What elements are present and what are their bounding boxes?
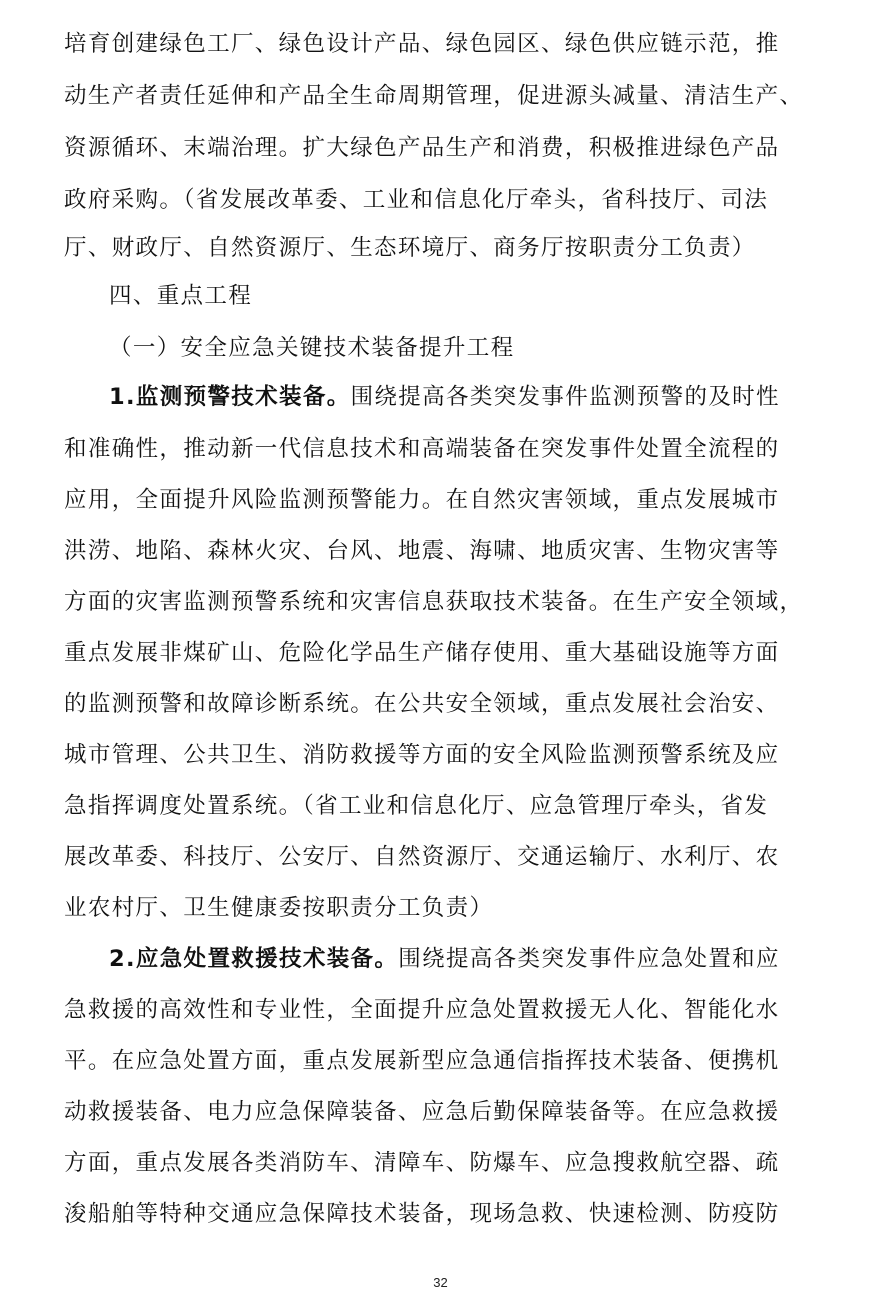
text-line: 应用，全面提升风险监测预警能力。在自然灾害领域，重点发展城市 (64, 487, 780, 513)
text-line-rest: 围绕提高各类突发事件监测预警的及时性 (350, 384, 780, 410)
text-line: 资源循环、末端治理。扩大绿色产品生产和消费，积极推进绿色产品 (64, 135, 780, 161)
text-line: 浚船舶等特种交通应急保障技术装备，现场急救、快速检测、防疫防 (64, 1201, 780, 1227)
text-line: 洪涝、地陷、森林火灾、台风、地震、海啸、地质灾害、生物灾害等 (64, 538, 780, 564)
subsection-heading: （一）安全应急关键技术装备提升工程 (109, 335, 515, 361)
text-line: 急救援的高效性和专业性，全面提升应急处置救援无人化、智能化水 (64, 997, 780, 1023)
paragraph-first-line (64, 371, 861, 423)
item-heading: 2.应急处置救援技术装备。 (109, 946, 399, 972)
page-number: 32 (433, 1275, 448, 1290)
text-line: 展改革委、科技厅、公安厅、自然资源厅、交通运输厅、水利厅、农 (64, 844, 780, 870)
text-line: 急指挥调度处置系统。（省工业和信息化厅、应急管理厅牵头，省发 (64, 793, 769, 819)
text-line: 重点发展非煤矿山、危险化学品生产储存使用、重大基础设施等方面 (64, 640, 780, 666)
paragraph-first-line (64, 933, 861, 985)
item-heading: 1.监测预警技术装备。 (109, 384, 351, 410)
text-line: 动生产者责任延伸和产品全生命周期管理，促进源头减量、清洁生产、 (64, 83, 804, 109)
text-line: 业农村厅、卫生健康委按职责分工负责） (64, 895, 494, 921)
text-line: 平。在应急处置方面，重点发展新型应急通信指挥技术装备、便携机 (64, 1048, 780, 1074)
text-line: 和准确性，推动新一代信息技术和高端装备在突发事件处置全流程的 (64, 436, 780, 462)
text-line: 培育创建绿色工厂、绿色设计产品、绿色园区、绿色供应链示范，推 (64, 31, 780, 57)
text-line: 的监测预警和故障诊断系统。在公共安全领域，重点发展社会治安、 (64, 691, 780, 717)
text-line: 方面的灾害监测预警系统和灾害信息获取技术装备。在生产安全领域， (64, 589, 804, 615)
text-line: 方面，重点发展各类消防车、清障车、防爆车、应急搜救航空器、疏 (64, 1150, 780, 1176)
text-line: 城市管理、公共卫生、消防救援等方面的安全风险监测预警系统及应 (64, 742, 780, 768)
text-line: 政府采购。（省发展改革委、工业和信息化厅牵头，省科技厅、司法 (64, 187, 769, 213)
text-line: 厅、财政厅、自然资源厅、生态环境厅、商务厅按职责分工负责） (64, 235, 756, 261)
text-line: 动救援装备、电力应急保障装备、应急后勤保障装备等。在应急救援 (64, 1099, 780, 1125)
section-heading: 四、重点工程 (109, 283, 253, 309)
text-line-rest: 围绕提高各类突发事件应急处置和应 (398, 946, 780, 972)
